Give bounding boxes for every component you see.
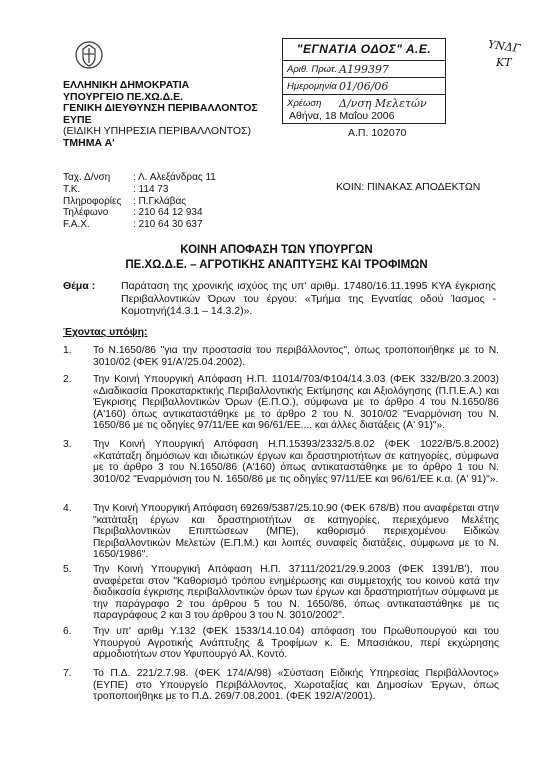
contact-block [63,172,216,231]
list-item [63,626,499,661]
list-item [63,503,499,561]
contact-row [63,196,216,208]
handwritten-note: ΥΝΔΓ [487,37,522,56]
item-text: Την Κοινή Υπουργική Απόφαση Η.Π. 11014/703/Φ104/14.3.03 (ΦΕΚ 332/Β/20.3.2003) «Διαδικασία Προκαταρκτικής Περιβαλλοντικής Εκτίμησης και Αξιολόγησης (Π.Π.Ε.Α.) και Έγκρισης Περιβαλλοντικών Όρων (Ε.Π.Ο.), σύμφωνα με το άρθρο 4 του Ν.1650/86 (Α'160) όπως αντικαταστάθηκε με το άρθρο 2 του Ν. 3010/02 "Εναρμόνιση του Ν. 1650/86 με τις οδηγίες 97/11/ΕΕ και 96/61/ΕΕ.... και άλλες διατάξεις (Α' 91)"». [93,374,499,432]
stamp-value: Α199397 [339,62,389,76]
contact-label: F.A.X. [63,219,90,231]
contact-label: Πληροφορίες [63,195,122,207]
subject-text: Παράταση της χρονικής ισχύος της υπ' αριθμ. 17480/16.11.1995 ΚΥΑ έγκρισης Περιβαλλοντικών Όρων του έργου: «Τμήμα της Εγνατίας οδού Ίασμος - Κομοτηνή(14.3.1 – 14.3.2)». [121,280,496,317]
stamp-label: Ημερομηνία [287,80,337,92]
stamp-row [283,78,445,95]
item-number: 1. [63,345,72,356]
header-department: ΤΜΗΜΑ Α' [63,136,115,149]
contact-value: : 210 64 30 637 [133,219,203,231]
document-title: ΚΟΙΝΗ ΑΠΟΦΑΣΗ ΤΩΝ ΥΠΟΥΡΓΩΝ [180,244,373,256]
list-item [63,345,499,368]
contact-row [63,172,216,184]
header-subunit: (ΕΙΔΙΚΗ ΥΠΗΡΕΣΙΑ ΠΕΡΙΒΑΛΛΟΝΤΟΣ) [63,125,252,138]
stamp-row [283,61,445,78]
contact-label: Τ.Κ. [63,183,81,195]
header-line: ΕΥΠΕ [63,113,92,126]
item-text: Την Κοινή Υπουργική Απόφαση 69269/5387/25.10.90 (ΦΕΚ 678/Β) που αναφέρεται στην "κατάταξη έργων και δραστηριοτήτων σε κατηγορίες, περιεχόμενο Μελέτης Περιβαλλοντικών Επιπτώσεων (ΜΠΕ), καθορισμό περιεχομένου Ειδικών Περιβαλλοντικών Μελετών (Ε.Π.Μ.) και λοιπές συναφείς διατάξεις, σύμφωνα με το Ν. 1650/1986". [93,503,499,561]
subject-label: Θέμα : [63,280,96,292]
list-item [63,439,499,485]
stamp-value: Δ/νση Μελετών [339,96,427,110]
item-number: 3. [63,439,72,450]
document-subtitle: ΠΕ.ΧΩ.Δ.Ε. – ΑΓΡΟΤΙΚΗΣ ΑΝΑΠΤΥΞΗΣ ΚΑΙ ΤΡΟΦΙΜΩΝ [125,259,428,271]
contact-label: Τηλέφωνο [63,207,109,219]
contact-row [63,207,216,219]
stamp-org: "ΕΓΝΑΤΙΑ ΟΔΟΣ" Α.Ε. [283,39,445,61]
item-text: Την Κοινή Υπουργική Απόφαση Η.Π.15393/2332/5.8.02 (ΦΕΚ 1022/Β/5.8.2002) «Κατάταξη δημόσιων και ιδιωτικών έργων και δραστηριοτήτων σε κατηγορίες, σύμφωνα με το άρθρο 3 του Ν.1650/86 (Α'160) όπως αντικαταστάθηκε με το άρθρο 1 του Ν. 3010/02 "Εναρμόνιση του Ν. 1650/86 με τις οδηγίες 97/11/ΕΕ και 96/61/ΕΕ κ.α. (Α' 91)"». [93,439,499,485]
handwritten-note: ΚΤ [496,56,512,69]
header-line: ΓΕΝΙΚΗ ΔΙΕΥΘΥΝΣΗ ΠΕΡΙΒΑΛΛΟΝΤΟΣ [63,102,258,115]
item-number: 4. [63,503,72,514]
list-item [63,668,499,703]
contact-value: : 114 73 [133,183,169,195]
item-text: Την υπ' αριθμ Υ.132 (ΦΕΚ 1533/14.10.04) απόφαση του Πρωθυπουργού και του Υπουργού Αγροτικής Ανάπτυξης & Τροφίμων κ. Ε. Μπασιάκου, περί εκχώρησης αρμοδιοτήτων στον Υφυπουργό Αλ. Κοντό. [93,626,499,661]
contact-label: Ταχ. Δ/νση [63,172,111,183]
issuer-header [63,80,258,150]
contact-value: : 210 64 12 934 [133,207,203,219]
greek-emblem-icon [74,40,104,70]
item-number: 7. [63,668,72,679]
item-number: 5. [63,564,72,575]
stamp-label: Αριθ. Πρωτ. [287,63,338,75]
item-number: 6. [63,626,72,637]
considering-label: Έχοντας υπόψη: [63,326,148,338]
stamp-row [283,95,445,111]
list-item [63,374,499,432]
contact-row [63,219,216,231]
header-line: ΥΠΟΥΡΓΕΙΟ ΠΕ.ΧΩ.Δ.Ε. [63,90,184,103]
item-number: 2. [63,374,72,385]
item-text: Το Π.Δ. 221/2.7.98. (ΦΕΚ 174/Α/98) «Σύσταση Ειδικής Υπηρεσίας Περιβάλλοντος» (ΕΥΠΕ) στο Υπουργείο Περιβάλλοντος, Χωροταξίας και Δημοσίων Έργων, όπως τροποποιήθηκε με το Π.Δ. 269/7.08.2001. (ΦΕΚ 192/Α'/2001). [93,668,499,703]
list-item [63,564,499,622]
document-date: Αθήνα, 18 Μαΐου 2006 [289,110,395,122]
item-text: Το Ν.1650/86 "για την προστασία του περιβάλλοντος", όπως τροποποιήθηκε με το Ν. 3010/02 (ΦΕΚ 91/Α'/25.04.2002). [93,345,499,368]
header-line: ΕΛΛΗΝΙΚΗ ΔΗΜΟΚΡΑΤΙΑ [63,79,190,91]
contact-value: : Π.Γκλάβας [133,195,187,207]
item-text: Την Κοινή Υπουργική Απόφαση Η.Π. 37111/2021/29.9.2003 (ΦΕΚ 1391/Β'), που αναφέρεται στον "Καθορισμό τρόπου ενημέρωσης και συμμετοχής του κοινού κατά την διαδικασία έγκρισης περιβαλλοντικών όρων των έργων και δραστηριοτήτων σύμφωνα με την παράγραφο 2 του άρθρου 5 του Ν. 1650/86, όπως αντικαταστάθηκε με τις παραγράφους 2 και 3 του άρθρου 3 του Ν. 3010/2002". [93,564,499,622]
stamp-label: Χρέωση [287,97,322,109]
contact-value: : Λ. Αλεξάνδρας 11 [133,172,216,183]
recipients-note: ΚΟΙΝ: ΠΙΝΑΚΑΣ ΑΠΟΔΕΚΤΩΝ [336,181,481,193]
stamp-value: 01/06/06 [339,79,389,93]
protocol-number: Α.Π. 102070 [348,127,407,139]
contact-row [63,184,216,196]
